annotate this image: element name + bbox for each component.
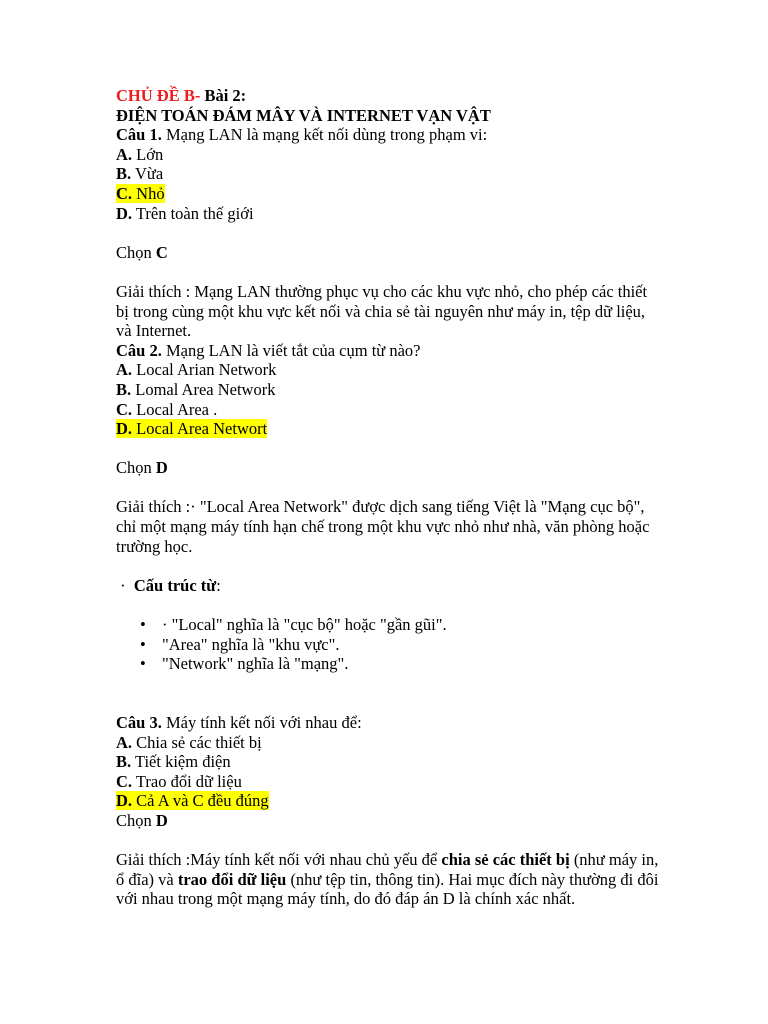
q3-option-a-letter: A. <box>116 732 133 752</box>
q2-explanation: Giải thích :· "Local Area Network" được dịch sang tiếng Việt là "Mạng cục bộ", chỉ một mạng máy tính hạn chế trong một khu vực nhỏ như nhà, văn phòng hoặc trường học. <box>116 497 650 556</box>
structure-bullet-glyph: · <box>120 575 126 595</box>
q1-option-c-text: Nhỏ <box>136 183 165 203</box>
question-2-label: Câu 2. <box>116 340 162 360</box>
q3-option-a <box>116 733 661 753</box>
structure-item-local: · "Local" nghĩa là "cục bộ" hoặc "gần gũi". <box>162 615 447 635</box>
question-1-label: Câu 1. <box>116 125 162 145</box>
structure-title: Cấu trúc từ <box>133 575 217 595</box>
q1-answer-letter: C <box>155 242 168 262</box>
q2-option-b <box>116 380 661 400</box>
structure-list <box>116 615 661 674</box>
q2-option-a-letter: A. <box>116 360 133 380</box>
topic-label: CHỦ ĐỀ B- <box>116 86 201 105</box>
question-3-text: Máy tính kết nối với nhau để: <box>165 713 362 732</box>
q1-option-d-letter: D. <box>116 203 133 223</box>
q2-option-b-text: Lomal Area Network <box>135 379 276 399</box>
q1-option-c <box>116 184 661 204</box>
bullet-icon: • <box>140 654 146 674</box>
q2-option-a-text: Local Arian Network <box>136 360 277 380</box>
q3-option-a-text: Chia sẻ các thiết bị <box>136 732 262 752</box>
q3-option-b-text: Tiết kiệm điện <box>134 752 231 772</box>
q2-option-c <box>116 400 661 420</box>
q3-option-c-text: Trao đổi dữ liệu <box>135 771 242 791</box>
structure-item-network: "Network" nghĩa là "mạng". <box>162 654 349 674</box>
structure-item-area: "Area" nghĩa là "khu vực". <box>162 634 340 654</box>
q3-explanation-part-2: (như máy in, ổ đĩa) và <box>116 850 659 889</box>
q3-explanation-bold-2: trao đổi dữ liệu <box>177 869 287 889</box>
structure-colon: : <box>216 575 221 595</box>
bullet-icon: • <box>140 634 146 654</box>
q3-option-c-letter: C. <box>116 771 133 791</box>
lesson-label: Bài 2: <box>204 86 247 105</box>
q3-explanation-part-3: (như tệp tin, thông tin). Hai mục đích này thường đi đôi với nhau trong một mạng máy tính, do đó đáp án D là chính xác nhất. <box>116 869 659 909</box>
q2-option-d-letter: D. <box>116 419 133 439</box>
q1-answer <box>116 243 661 263</box>
q3-option-d-letter: D. <box>116 791 133 811</box>
q3-explanation-bold-1: chia sẻ các thiết bị <box>441 850 570 870</box>
q1-explanation: Giải thích : Mạng LAN thường phục vụ cho các khu vực nhỏ, cho phép các thiết bị trong cùng một khu vực kết nối và chia sẻ tài nguyên như máy in, tệp dữ liệu, và Internet. <box>116 281 648 341</box>
q3-answer-letter: D <box>155 810 168 830</box>
q1-option-c-letter: C. <box>116 183 133 203</box>
q3-option-c <box>116 772 661 792</box>
question-3 <box>116 713 661 733</box>
list-item <box>116 615 661 635</box>
list-item <box>116 654 661 674</box>
q2-option-c-text: Local Area . <box>136 399 218 419</box>
question-1 <box>116 125 661 145</box>
q3-explanation <box>116 850 661 909</box>
q1-option-a-text: Lớn <box>136 144 164 164</box>
question-2 <box>116 341 661 361</box>
q1-option-a <box>116 145 661 165</box>
topic-heading <box>116 86 661 106</box>
list-item <box>116 635 661 655</box>
document-content <box>116 86 661 909</box>
q2-option-a <box>116 360 661 380</box>
q2-option-d <box>116 419 661 439</box>
lesson-title: ĐIỆN TOÁN ĐÁM MÂY VÀ INTERNET VẠN VẬT <box>116 105 491 125</box>
q2-option-d-text: Local Area Networt <box>136 419 268 439</box>
q1-option-d-text: Trên toàn thế giới <box>135 203 254 223</box>
q3-option-d-text: Cả A và C đều đúng <box>136 791 269 811</box>
q2-option-c-letter: C. <box>116 399 133 419</box>
question-2-text: Mạng LAN là viết tắt của cụm từ nào? <box>165 340 421 360</box>
q2-option-b-letter: B. <box>116 379 132 399</box>
q2-structure-heading <box>116 576 661 596</box>
q3-explanation-part-1: Giải thích :Máy tính kết nối với nhau chủ yếu để <box>116 850 442 870</box>
q1-option-d <box>116 204 661 224</box>
q3-option-b-letter: B. <box>116 752 132 772</box>
q1-option-b-letter: B. <box>116 164 132 184</box>
q2-answer-letter: D <box>155 458 168 478</box>
q1-option-b <box>116 164 661 184</box>
q3-choose-label: Chọn <box>116 810 152 830</box>
bullet-icon: • <box>140 615 146 635</box>
question-3-label: Câu 3. <box>116 713 162 732</box>
q3-option-b <box>116 752 661 772</box>
q1-option-b-text: Vừa <box>134 164 164 184</box>
q2-choose-label: Chọn <box>116 458 152 478</box>
q3-option-d <box>116 791 661 811</box>
q2-answer <box>116 458 661 478</box>
q1-choose-label: Chọn <box>116 242 152 262</box>
question-1-text: Mạng LAN là mạng kết nối dùng trong phạm vi: <box>165 125 488 145</box>
q1-option-a-letter: A. <box>116 144 133 164</box>
q3-answer <box>116 811 661 831</box>
